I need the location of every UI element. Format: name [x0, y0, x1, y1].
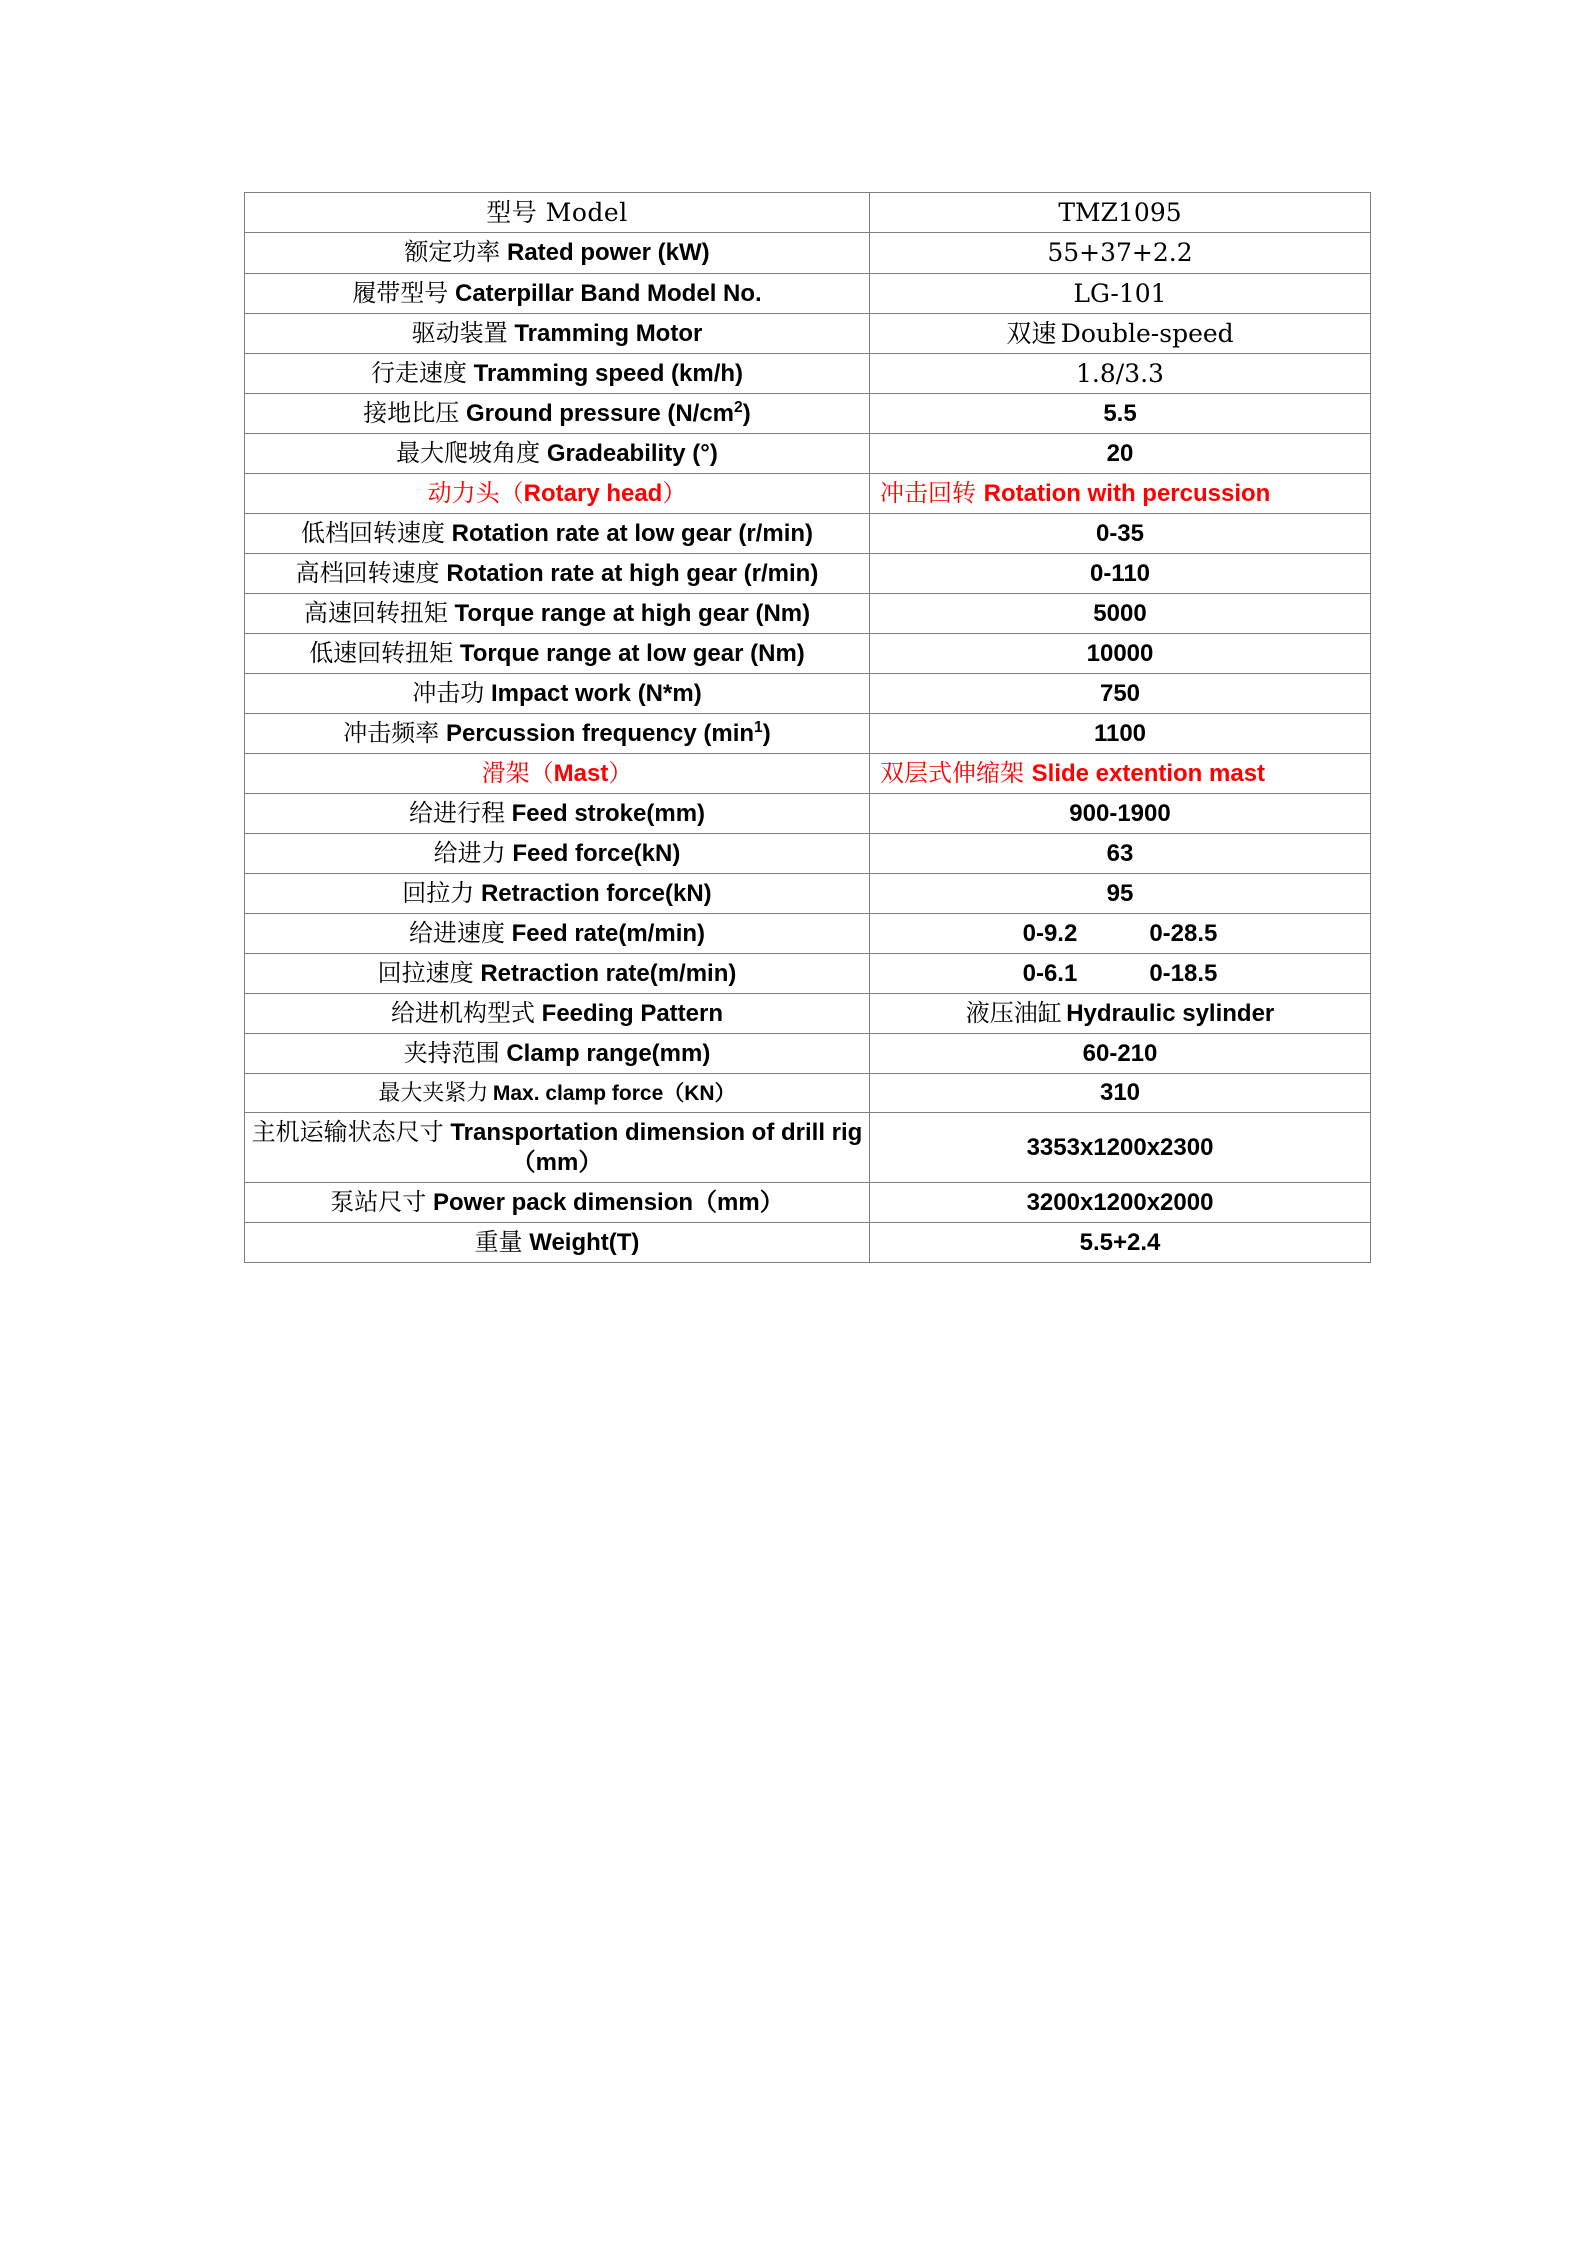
- label-en: Transportation dimension of drill rig（mm）: [450, 1119, 863, 1177]
- section-label-cn: 滑架（: [481, 759, 554, 788]
- section-label-cn2: ）: [608, 759, 633, 788]
- row-label-cell: [245, 954, 870, 994]
- label-en: Feed force(kN): [512, 840, 681, 868]
- table-row: [245, 394, 1371, 434]
- row-value-cell: [870, 1113, 1371, 1183]
- table-row: [245, 834, 1371, 874]
- label-en: Impact work (N*m): [490, 680, 702, 708]
- label-en: Feed stroke(mm): [511, 800, 706, 828]
- value-text: 20: [1106, 439, 1134, 467]
- value-text: 3353x1200x2300: [1026, 1133, 1214, 1161]
- table-row: [245, 1034, 1371, 1074]
- label-en: Gradeability (°): [546, 440, 718, 468]
- label-cn: 型号: [486, 198, 538, 227]
- section-row-mast: [245, 754, 1371, 794]
- value-text: 310: [1099, 1079, 1141, 1107]
- label-cn: 高速回转扭矩: [303, 599, 448, 628]
- label-cn: 驱动装置: [411, 318, 508, 347]
- table-row: [245, 313, 1371, 353]
- label-en: Power pack dimension（mm）: [432, 1189, 784, 1217]
- row-label-cell: [245, 233, 870, 273]
- label-cn: 夹持范围: [403, 1039, 500, 1068]
- table-row: [245, 954, 1371, 994]
- label-en: Tramming Motor: [514, 319, 703, 347]
- value-text: 0-110: [1089, 559, 1151, 587]
- value-en: Hydraulic sylinder: [1066, 1000, 1275, 1028]
- row-value-cell: [870, 954, 1371, 994]
- row-value-cell: [870, 834, 1371, 874]
- value-text: 60-210: [1082, 1039, 1158, 1067]
- label-cn: 给进力: [433, 839, 506, 868]
- label-cn: 冲击功: [412, 679, 485, 708]
- value-text: 63: [1106, 839, 1134, 867]
- value-text: 900-1900: [1069, 799, 1171, 827]
- table-row: [245, 914, 1371, 954]
- section-value-en: Rotation with percussion: [983, 480, 1271, 508]
- label-en: Tramming speed (km/h): [473, 360, 744, 388]
- label-cn: 低速回转扭矩: [309, 639, 454, 668]
- table-row: [245, 994, 1371, 1034]
- label-cn: 最大爬坡角度: [396, 439, 541, 468]
- value-text: 0-35: [1095, 519, 1145, 547]
- row-label-cell: [245, 1074, 870, 1113]
- value-text: 5.5+2.4: [1079, 1228, 1161, 1256]
- row-label-cell: [245, 834, 870, 874]
- label-cn: 回拉速度: [377, 959, 474, 988]
- row-value-cell: [870, 514, 1371, 554]
- row-value-cell: [870, 434, 1371, 474]
- row-label-cell: [245, 514, 870, 554]
- row-value-cell: [870, 313, 1371, 353]
- value-text-secondary: 0-28.5: [1149, 919, 1218, 947]
- label-cn: 高档回转速度: [295, 559, 440, 588]
- row-label-cell: [245, 313, 870, 353]
- value-text-secondary: 0-18.5: [1149, 959, 1218, 987]
- value-cn: 液压油缸: [965, 999, 1062, 1028]
- label-cn: 泵站尺寸: [330, 1188, 427, 1217]
- section-label-cn: 动力头（: [427, 479, 524, 508]
- table-row: [245, 233, 1371, 273]
- table-row: [245, 1223, 1371, 1263]
- row-label-cell: [245, 193, 870, 233]
- row-label-cell: [245, 874, 870, 914]
- label-cn: 最大夹紧力: [378, 1080, 489, 1106]
- section-label-en: Rotary head: [523, 480, 663, 508]
- row-label-cell: [245, 1034, 870, 1074]
- row-label-cell: [245, 434, 870, 474]
- section-label-cn2: ）: [662, 479, 687, 508]
- label-en: Retraction force(kN): [480, 880, 712, 908]
- row-value-cell: [870, 1183, 1371, 1223]
- row-label-cell: [245, 794, 870, 834]
- label-en: Caterpillar Band Model No.: [454, 279, 762, 307]
- row-value-cell: [870, 1034, 1371, 1074]
- value-text: 55+37+2.2: [1047, 238, 1193, 268]
- row-label-cell: 接地比压 Ground pressure $(N/cm^2)$: [245, 394, 870, 434]
- label-cn: 给进速度: [408, 919, 505, 948]
- row-value-cell: [870, 354, 1371, 394]
- row-label-cell: [245, 1183, 870, 1223]
- row-value-cell: [870, 193, 1371, 233]
- row-value-cell: [870, 634, 1371, 674]
- row-label-cell: [245, 1113, 870, 1183]
- label-cn: 主机运输状态尺寸: [251, 1118, 444, 1147]
- specifications-table: [244, 192, 1371, 1263]
- value-text: 1100: [1093, 719, 1147, 747]
- table-row: [245, 1113, 1371, 1183]
- table-row: [245, 794, 1371, 834]
- row-label-cell: [245, 273, 870, 313]
- value-text: 95: [1106, 879, 1134, 907]
- section-value-cell: [870, 754, 1371, 794]
- row-value-cell: [870, 394, 1371, 434]
- row-value-cell: [870, 233, 1371, 273]
- label-cn: 行走速度: [370, 359, 467, 388]
- row-value-cell: [870, 874, 1371, 914]
- value-text: 0-6.1: [1022, 959, 1078, 987]
- label-cn: 回拉力: [402, 879, 475, 908]
- table-row: [245, 193, 1371, 233]
- label-cn: 重量: [474, 1228, 523, 1257]
- label-en: Rotation rate at low gear (r/min): [451, 520, 814, 548]
- section-value-en: Slide extention mast: [1031, 760, 1266, 788]
- label-en: Model: [545, 198, 628, 227]
- value-en: Double-speed: [1060, 318, 1234, 348]
- value-cn: 双速: [1006, 318, 1057, 348]
- table-row: [245, 874, 1371, 914]
- table-body: [245, 193, 1371, 1263]
- row-value-cell: [870, 1223, 1371, 1263]
- label-cn: 接地比压: [363, 399, 460, 428]
- section-value-cn: 双层式伸缩架: [880, 759, 1032, 788]
- table-row: [245, 354, 1371, 394]
- row-value-cell: [870, 714, 1371, 754]
- value-text: TMZ1095: [1058, 198, 1182, 227]
- label-en: Torque range at high gear (Nm): [454, 600, 811, 628]
- row-label-cell: [245, 634, 870, 674]
- section-label-cell: [245, 754, 870, 794]
- label-en: Clamp range(mm): [506, 1040, 711, 1068]
- row-label-cell: [245, 1223, 870, 1263]
- value-text: 0-9.2: [1022, 919, 1078, 947]
- row-value-cell: [870, 794, 1371, 834]
- table-row: [245, 434, 1371, 474]
- label-en: Feeding Pattern: [541, 1000, 724, 1028]
- label-en: Rotation rate at high gear (r/min): [446, 560, 819, 588]
- row-value-cell: [870, 594, 1371, 634]
- label-en: Weight(T): [529, 1229, 640, 1257]
- row-value-cell: [870, 914, 1371, 954]
- label-en: Feed rate(m/min): [511, 920, 706, 948]
- label-en: Retraction rate(m/min): [480, 960, 737, 988]
- row-value-cell: [870, 273, 1371, 313]
- label-en: Torque range at low gear (Nm): [459, 640, 805, 668]
- label-cn: 冲击频率: [343, 719, 440, 748]
- value-text: 750: [1099, 679, 1141, 707]
- section-value-cell: [870, 474, 1371, 514]
- value-text: 1.8/3.3: [1076, 359, 1164, 388]
- section-label-en: Mast: [553, 760, 609, 788]
- table-row: [245, 1183, 1371, 1223]
- section-row-rotary-head: [245, 474, 1371, 514]
- label-cn: 给进机构型式: [390, 999, 535, 1028]
- row-label-cell: [245, 354, 870, 394]
- row-label-cell: 冲击频率 Percussion frequency $(\min^1)$: [245, 714, 870, 754]
- table-row: [245, 554, 1371, 594]
- label-cn: 低档回转速度: [300, 519, 445, 548]
- section-value-cn: 冲击回转: [880, 479, 984, 508]
- section-label-cell: [245, 474, 870, 514]
- value-text: 3200x1200x2000: [1026, 1188, 1214, 1216]
- value-text: 5000: [1093, 599, 1147, 627]
- label-en: Rated power (kW): [506, 239, 710, 267]
- table-row: [245, 514, 1371, 554]
- row-label-cell: [245, 554, 870, 594]
- row-value-cell: [870, 554, 1371, 594]
- row-label-cell: [245, 914, 870, 954]
- row-value-cell: [870, 994, 1371, 1034]
- table-row: [245, 674, 1371, 714]
- table-row: [245, 1074, 1371, 1113]
- row-label-cell: [245, 594, 870, 634]
- table-row: [245, 594, 1371, 634]
- row-label-cell: [245, 994, 870, 1034]
- row-value-cell: [870, 1074, 1371, 1113]
- value-text: LG-101: [1073, 278, 1167, 308]
- label-cn: 给进行程: [408, 799, 505, 828]
- value-text: 10000: [1086, 639, 1154, 667]
- label-en: Max. clamp force（KN）: [492, 1081, 736, 1105]
- table-row: [245, 634, 1371, 674]
- table-row: [245, 714, 1371, 754]
- table-row: [245, 273, 1371, 313]
- row-label-cell: [245, 674, 870, 714]
- row-value-cell: [870, 674, 1371, 714]
- value-text: 5.5: [1103, 399, 1137, 427]
- label-cn: 额定功率: [404, 238, 501, 267]
- label-cn: 履带型号: [352, 278, 449, 307]
